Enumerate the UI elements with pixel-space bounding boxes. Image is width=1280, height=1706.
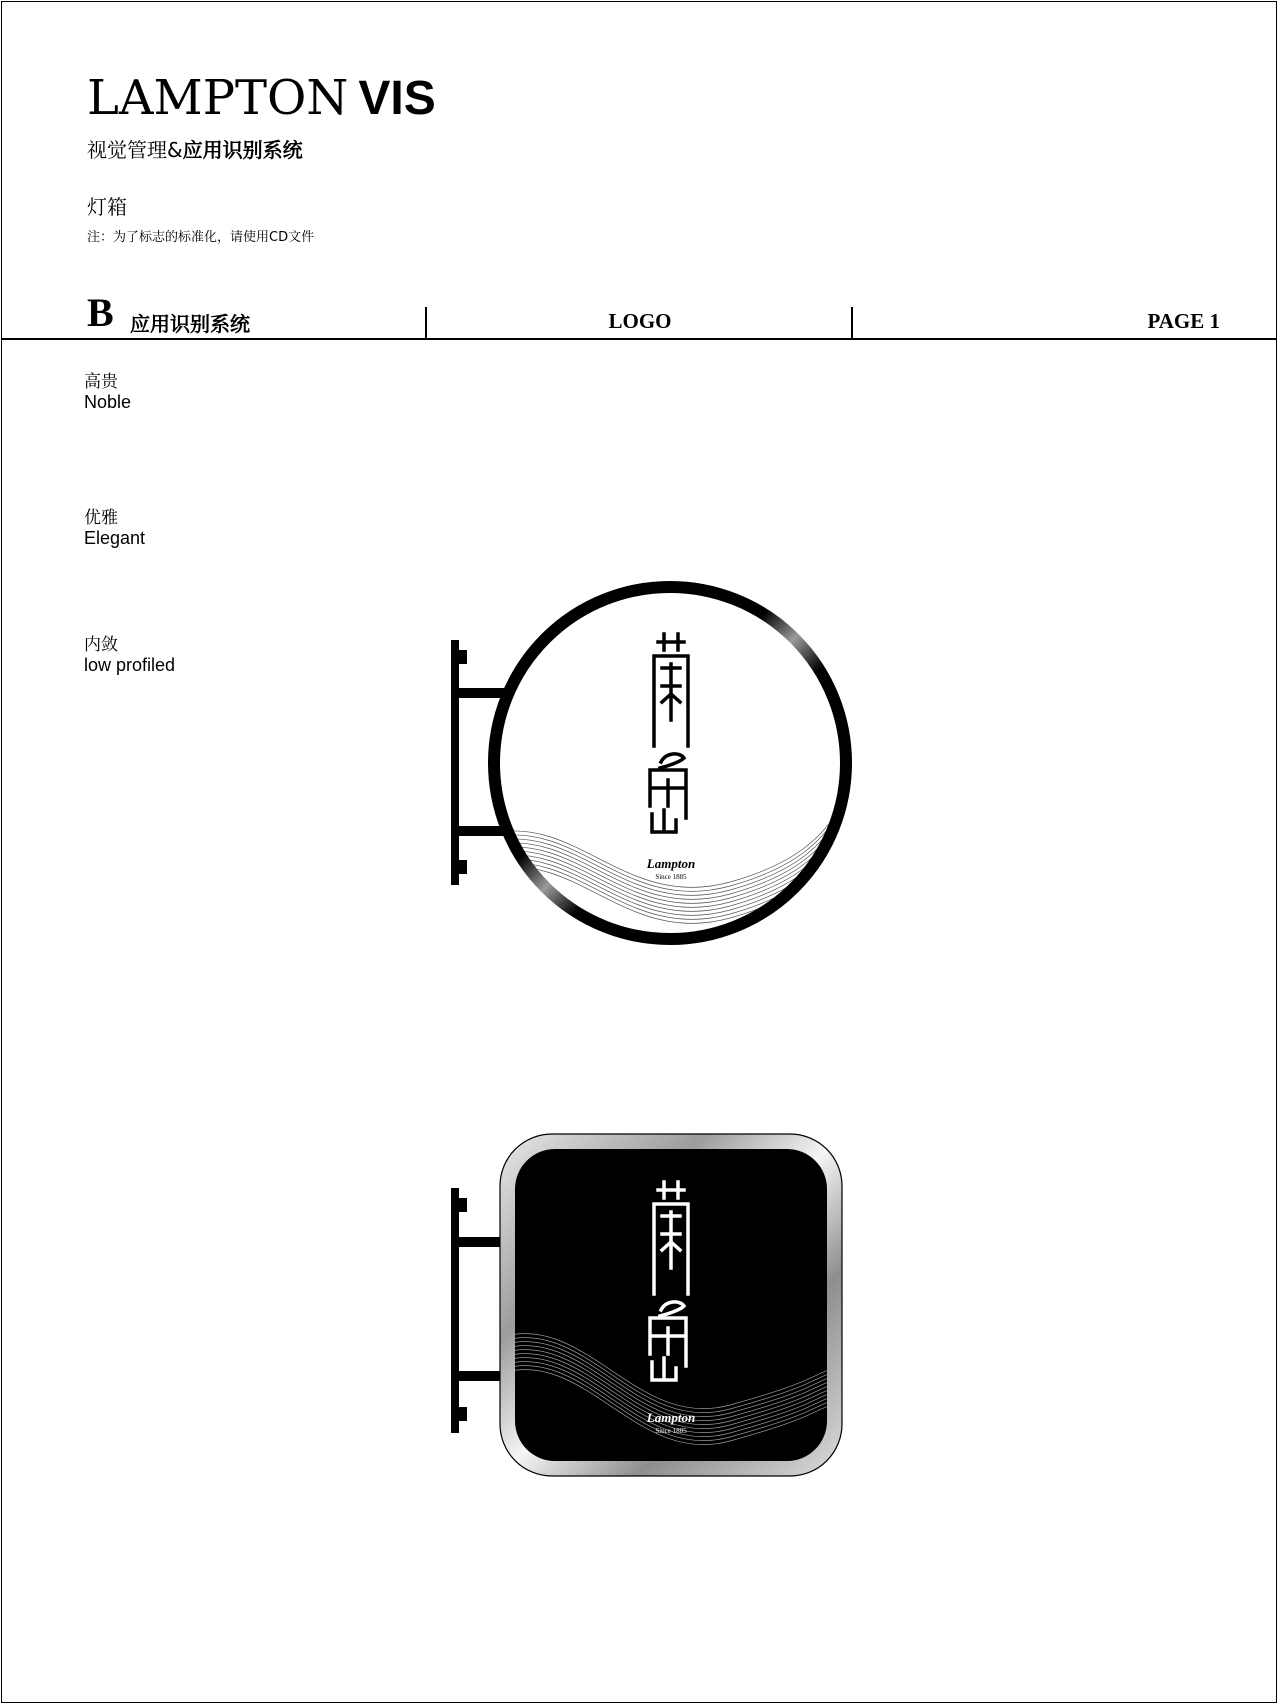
square-sign-bracket: [451, 1188, 503, 1433]
keyword-en: low profiled: [84, 655, 176, 675]
keyword-low-profiled: [84, 635, 175, 675]
bar-section-name: 应用识别系统: [130, 312, 250, 336]
bar-rule: [1, 338, 1277, 340]
keyword-en: Noble: [84, 392, 132, 412]
brand-title-bold: VIS: [358, 72, 436, 125]
brand-title-serif: LAMPTON: [87, 70, 349, 126]
section-title: 灯箱: [87, 195, 127, 219]
keyword-elegant: [84, 508, 145, 548]
subtitle-bold: 应用识别系统: [182, 138, 303, 162]
keyword-cn: 优雅: [84, 508, 118, 528]
round-lightbox-sign: [440, 570, 880, 960]
bar-letter: B: [87, 290, 114, 335]
keyword-cn: 高贵: [84, 372, 118, 392]
bar-divider-left: [425, 307, 427, 339]
logo-wordmark: Lampton: [646, 856, 696, 871]
subtitle-regular: 视觉管理&: [87, 138, 183, 162]
keyword-en: Elegant: [84, 528, 146, 548]
bar-page-label: PAGE 1: [1147, 309, 1220, 333]
bar-divider-right: [851, 307, 853, 339]
logo-wordmark: Lampton: [646, 1410, 696, 1425]
brand-subtitle: [87, 134, 303, 163]
keyword-noble: [84, 372, 131, 412]
logo-since: Since 1885: [655, 1427, 687, 1435]
logo-since: Since 1885: [655, 873, 687, 881]
keyword-cn: 内敛: [84, 635, 118, 655]
brand-title: [87, 70, 436, 126]
square-lightbox-sign: [440, 1130, 860, 1480]
section-note: 注：为了标志的标准化，请使用CD文件: [87, 230, 315, 245]
bar-center-label: LOGO: [608, 309, 672, 333]
